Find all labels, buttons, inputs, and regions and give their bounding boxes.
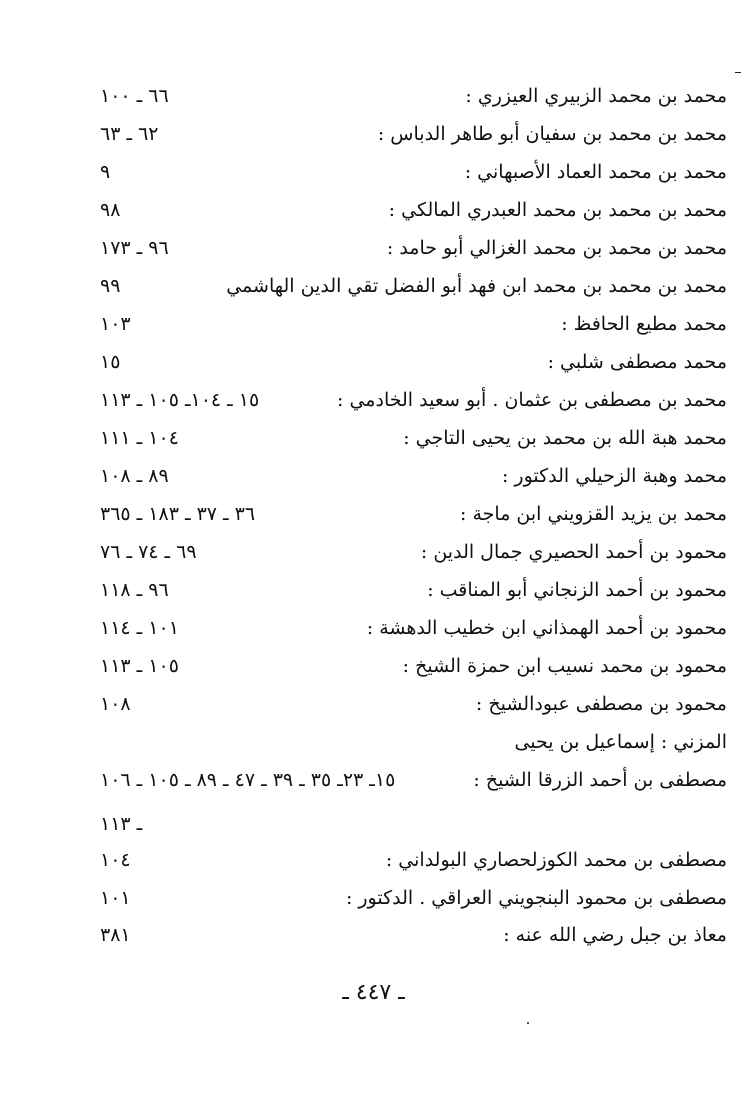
index-entry [100,610,727,646]
index-entry [100,534,727,570]
entry-name: محمد بن محمد بن سفيان أبو طاهر الدباس : [377,123,727,145]
entry-name: محمد بن محمد الزبيري العيزري : [465,85,727,107]
index-entry [100,192,727,228]
index-entry [100,116,727,152]
entry-name: محمد بن محمد بن محمد العبدري المالكي : [388,199,727,221]
entry-name: محمود بن محمد نسيب ابن حمزة الشيخ : [402,655,727,677]
entry-pages: ٣٨١ [100,924,131,946]
entry-pages: ١٠١ [100,886,131,909]
index-entry [100,842,727,878]
cross-reference-entry: المزني : إسماعيل بن يحيى [514,731,727,753]
scan-speck [527,1022,529,1024]
entry-pages: ٨٩ ـ ١٠٨ [100,465,169,487]
entry-pages: ١٠٣ [100,313,131,335]
index-entry [100,230,727,266]
entry-name: مصطفى بن محمود البنجويني العراقي . الدكتور : [345,886,727,909]
entry-pages: ١٥ ـ ١٠٤ـ ١٠٥ ـ ١١٣ [100,389,260,411]
entry-pages: ٦٢ ـ ٦٣ [100,123,159,145]
entry-pages-continued: ـ ١١٣ [100,813,143,835]
index-entry [100,420,727,456]
entry-pages: ١٠٤ [100,849,131,871]
index-entry [100,154,727,190]
entry-pages: ٦٩ ـ ٧٤ ـ ٧٦ [100,541,197,563]
entry-pages: ٩ [100,161,111,183]
entry-pages: ٦٦ ـ ١٠٠ [100,85,169,107]
entry-name: محمد مصطفى شلبي : [547,351,727,373]
index-entry [100,344,727,380]
index-entry [100,382,727,418]
entry-name: مصطفى بن أحمد الزرقا الشيخ : [473,769,727,791]
index-entry [100,496,727,532]
index-entry [100,917,727,953]
entry-name: محمود بن مصطفى عبودالشيخ : [475,693,727,715]
index-entry [100,458,727,494]
entry-pages: ١٠١ ـ ١١٤ [100,617,179,639]
entry-pages: ١٠٨ [100,693,131,715]
margin-mark [735,72,741,73]
entry-pages: ١٠٤ ـ ١١١ [100,427,179,449]
entry-name: محمد بن محمد بن محمد الغزالي أبو حامد : [386,237,727,259]
entry-name: محمود بن أحمد الهمذاني ابن خطيب الدهشة : [366,617,727,639]
index-entry-zarqa-continued [100,806,727,842]
entry-name: محمد مطيع الحافظ : [561,313,727,335]
entry-pages: ١٥ـ ٢٣ـ ٣٥ ـ ٣٩ ـ ٤٧ ـ ٨٩ ـ ١٠٥ ـ ١٠٦ [100,769,396,791]
index-entry [100,78,727,114]
entry-name: محمد بن مصطفى بن عثمان . أبو سعيد الخادمي : [337,389,727,411]
entry-name: محمد بن محمد بن محمد ابن فهد أبو الفضل تقي الدين الهاشمي [226,275,727,297]
entry-name: محمد بن يزيد القزويني ابن ماجة : [460,503,727,525]
entry-pages: ١٥ [100,351,121,373]
entry-name: محمود بن أحمد الحصيري جمال الدين : [420,541,727,563]
entry-name: محمد وهبة الزحيلي الدكتور : [501,465,727,487]
index-entry [100,306,727,342]
entry-name: معاذ بن جبل رضي الله عنه : [503,924,727,946]
page-number: ـ ٤٤٧ ـ [342,980,405,1005]
entry-pages: ٣٦ ـ ٣٧ ـ ١٨٣ ـ ٣٦٥ [100,503,256,525]
index-entry [100,880,727,916]
entry-name: محمد هبة الله بن محمد بن يحيى التاجي : [403,427,727,449]
index-entry [100,268,727,304]
entry-pages: ١٠٥ ـ ١١٣ [100,655,179,677]
entry-name: مصطفى بن محمد الكوزلحصاري البولداني : [385,849,727,871]
index-entry-zarqa [100,762,727,798]
index-entry [100,572,727,608]
entry-name: محمود بن أحمد الزنجاني أبو المناقب : [427,579,727,601]
entry-pages: ٩٩ [100,275,121,297]
entry-pages: ٩٦ ـ ١١٨ [100,579,169,601]
index-entry [100,686,727,722]
entry-pages: ٩٦ ـ ١٧٣ [100,237,169,259]
entry-name: محمد بن محمد العماد الأصبهاني : [464,161,727,183]
index-entry [100,648,727,684]
entry-pages: ٩٨ [100,199,121,221]
